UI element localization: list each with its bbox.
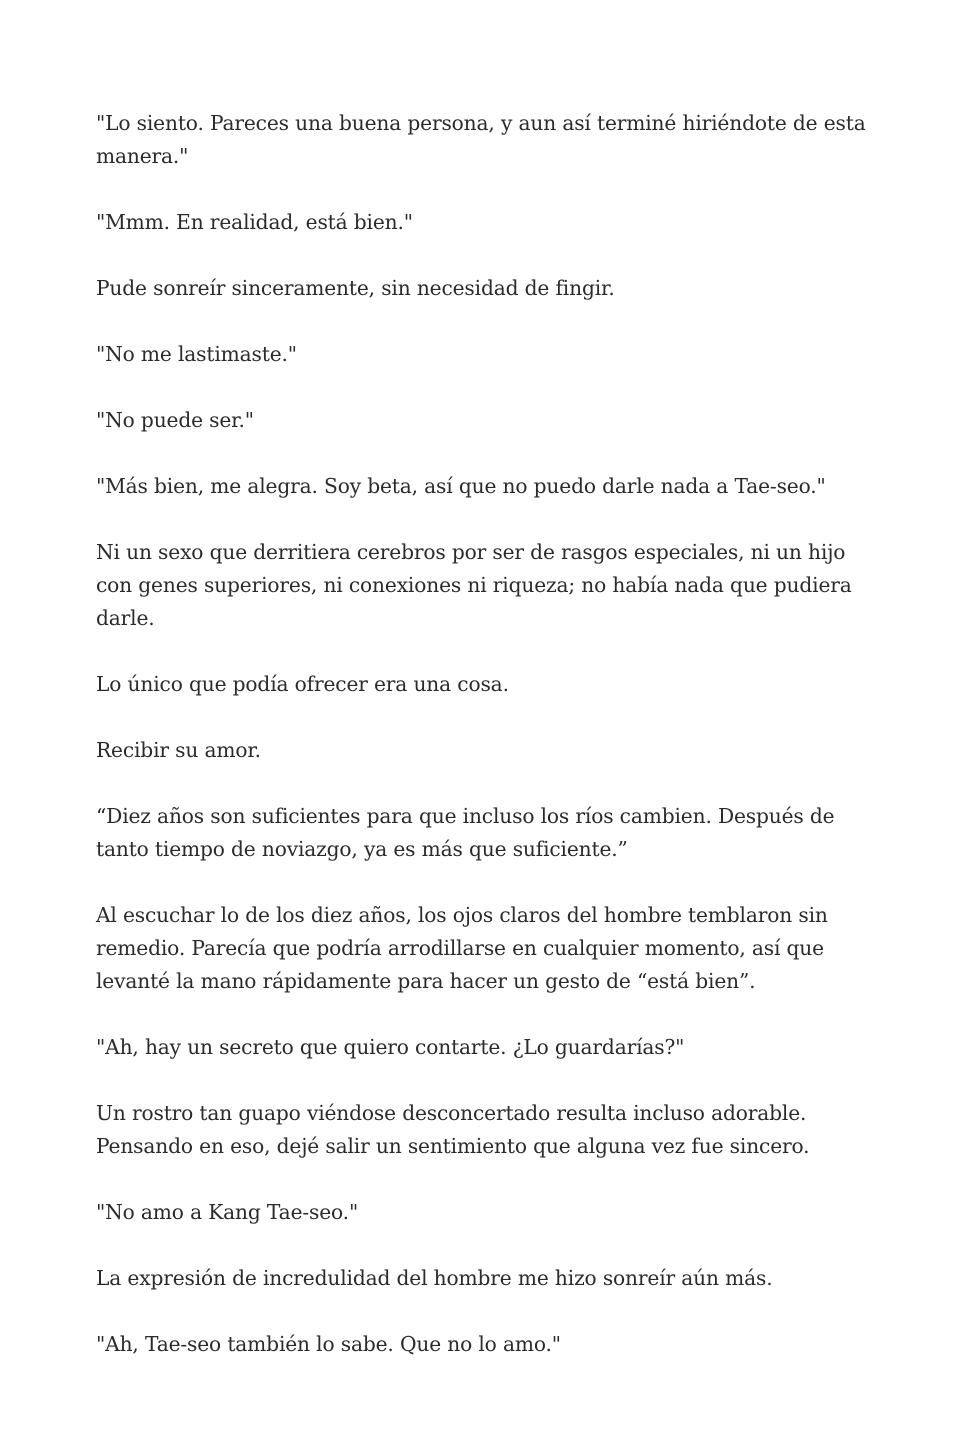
paragraph: Pude sonreír sinceramente, sin necesidad de fingir. <box>96 276 615 300</box>
paragraph: Lo único que podía ofrecer era una cosa. <box>96 672 509 696</box>
paragraph: "No me lastimaste." <box>96 342 297 366</box>
paragraph: "Lo siento. Pareces una buena persona, y aun así terminé hiriéndote de esta manera." <box>96 111 866 168</box>
paragraph: "Más bien, me alegra. Soy beta, así que no puedo darle nada a Tae-seo." <box>96 474 826 498</box>
paragraph: "Ah, hay un secreto que quiero contarte. ¿Lo guardarías?" <box>96 1035 685 1059</box>
document-page <box>96 107 872 1394</box>
paragraph: “Diez años son suficientes para que incluso los ríos cambien. Después de tanto tiempo de noviazgo, ya es más que suficiente.” <box>96 804 835 861</box>
paragraph: "No amo a Kang Tae-seo." <box>96 1200 359 1224</box>
paragraph: Ni un sexo que derritiera cerebros por ser de rasgos especiales, ni un hijo con genes superiores, ni conexiones ni riqueza; no había nada que pudiera darle. <box>96 540 852 630</box>
paragraph: La expresión de incredulidad del hombre me hizo sonreír aún más. <box>96 1266 773 1290</box>
paragraph: "Mmm. En realidad, está bien." <box>96 210 413 234</box>
paragraph: Al escuchar lo de los diez años, los ojos claros del hombre temblaron sin remedio. Parecía que podría arrodillarse en cualquier momento, así que levanté la mano rápidamente para hacer un gesto de “está bien”. <box>96 903 828 993</box>
paragraph: "No puede ser." <box>96 408 254 432</box>
paragraph: Recibir su amor. <box>96 738 261 762</box>
paragraph: "Ah, Tae-seo también lo sabe. Que no lo amo." <box>96 1332 561 1356</box>
paragraph: Un rostro tan guapo viéndose desconcertado resulta incluso adorable. Pensando en eso, dejé salir un sentimiento que alguna vez fue sincero. <box>96 1101 810 1158</box>
